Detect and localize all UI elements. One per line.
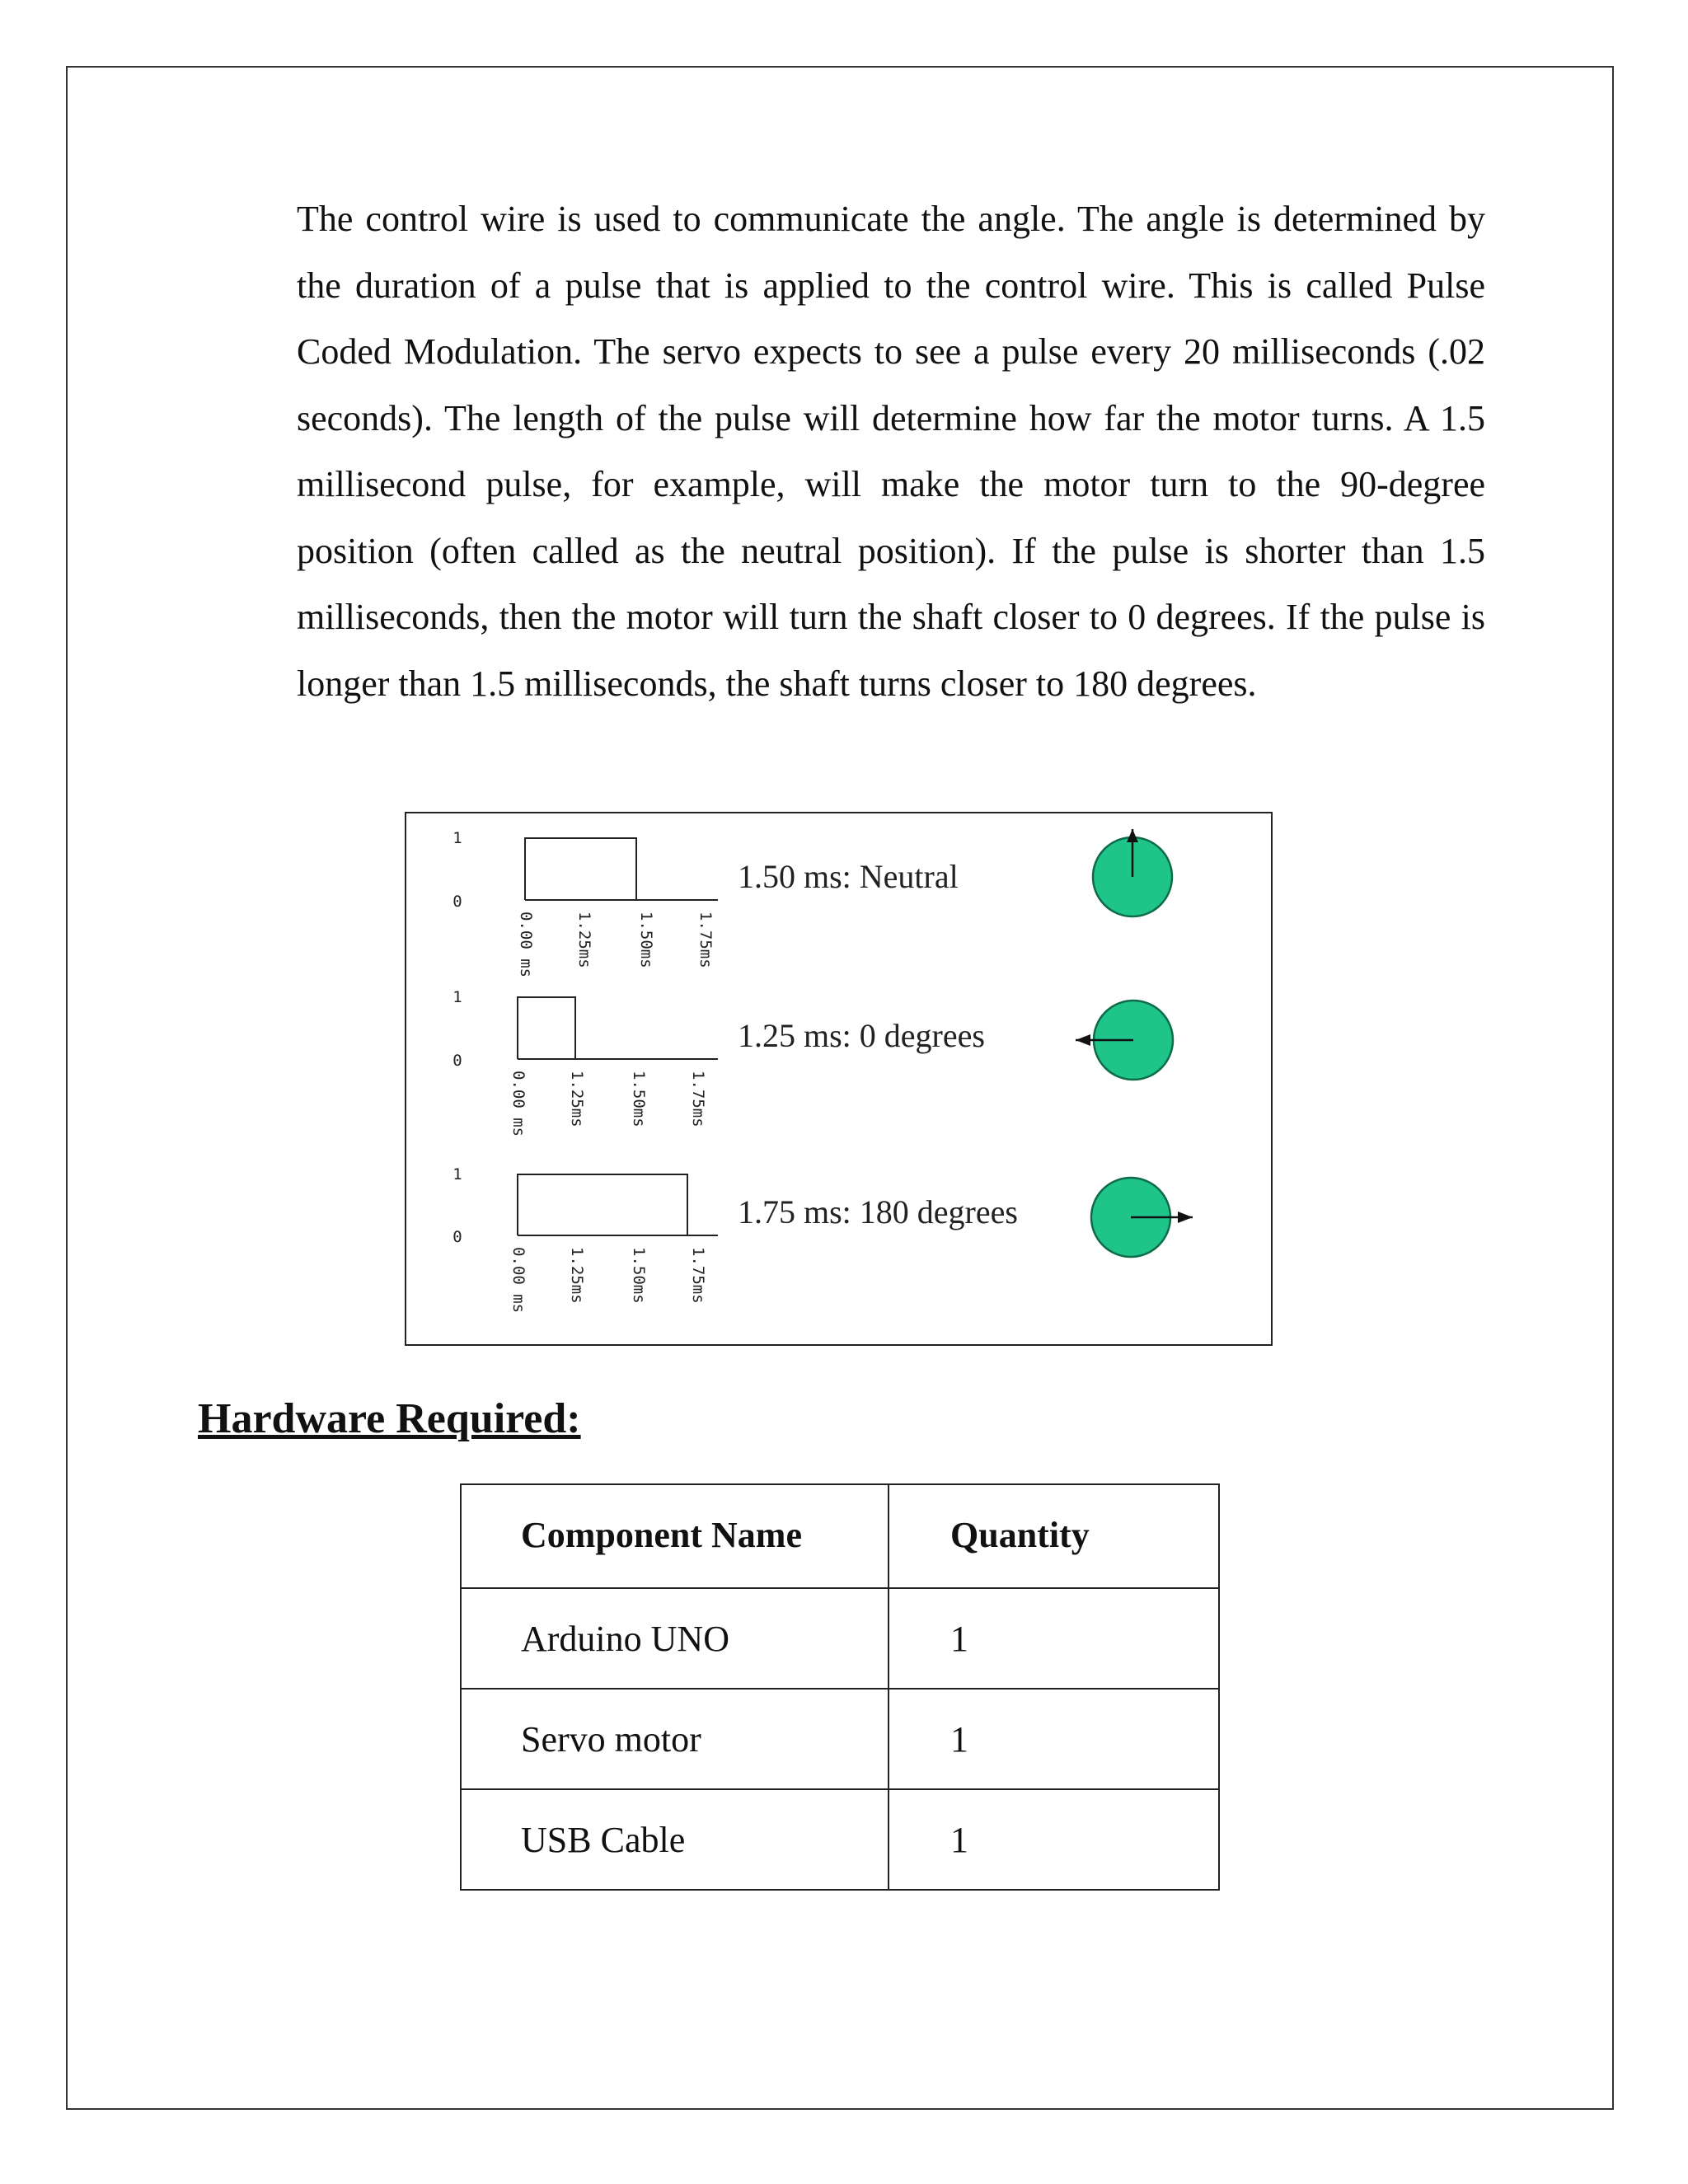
- time-tick-label: 1.50ms: [630, 1071, 648, 1127]
- pulse-waveform: [518, 997, 575, 1059]
- table-row: [461, 1789, 1219, 1890]
- level-high-label: 1: [452, 988, 462, 1006]
- time-tick-label: 1.75ms: [689, 1247, 707, 1304]
- time-tick-label: 1.50ms: [637, 912, 655, 968]
- pulse-panel: [452, 829, 1172, 977]
- column-header-component: Component Name: [461, 1484, 889, 1588]
- quantity-cell: 1: [889, 1588, 1219, 1689]
- time-tick-label: 1.75ms: [696, 912, 715, 968]
- component-name-cell: Arduino UNO: [461, 1588, 889, 1689]
- pulse-waveform: [518, 1174, 687, 1235]
- pwm-timing-diagram: [406, 813, 1274, 1347]
- pwm-timing-figure: [405, 812, 1273, 1346]
- level-low-label: 0: [452, 1052, 462, 1070]
- pulse-caption: 1.50 ms: Neutral: [738, 858, 959, 895]
- time-tick-label: 0.00 ms: [509, 1247, 528, 1314]
- time-tick-label: 0.00 ms: [517, 912, 535, 978]
- intro-paragraph: The control wire is used to communicate the angle. The angle is determined by the duration of a pulse that is applied to the control wire. This is called Pulse Coded Modulation. The servo expects to see a pulse every 20 milliseconds (.02 seconds). The length of the pulse will determine how far the motor turns. A 1.5 millisecond pulse, for example, will make the motor turn to the 90-degree position (often called as the neutral position). If the pulse is shorter than 1.5 milliseconds, then the motor will turn the shaft closer to 0 degrees. If the pulse is longer than 1.5 milliseconds, the shaft turns closer to 180 degrees.: [297, 199, 1485, 704]
- time-tick-label: 0.00 ms: [509, 1071, 528, 1137]
- table-row: [461, 1689, 1219, 1789]
- hardware-table: [460, 1483, 1220, 1891]
- level-high-label: 1: [452, 1165, 462, 1183]
- pulse-caption: 1.25 ms: 0 degrees: [738, 1017, 985, 1054]
- time-tick-label: 1.25ms: [568, 1071, 586, 1127]
- quantity-cell: 1: [889, 1789, 1219, 1890]
- pulse-panel: [452, 1165, 1193, 1313]
- arrow-right-icon: [1178, 1212, 1193, 1223]
- quantity-cell: 1: [889, 1689, 1219, 1789]
- pulse-panel: [452, 988, 1173, 1137]
- level-low-label: 0: [452, 1228, 462, 1246]
- level-high-label: 1: [452, 829, 462, 847]
- pulse-waveform: [525, 838, 636, 900]
- time-tick-label: 1.25ms: [575, 912, 593, 968]
- column-header-quantity: Quantity: [889, 1484, 1219, 1588]
- hardware-heading: Hardware Required:: [198, 1395, 581, 1442]
- time-tick-label: 1.50ms: [630, 1247, 648, 1304]
- component-name-cell: Servo motor: [461, 1689, 889, 1789]
- arrow-left-icon: [1076, 1034, 1090, 1046]
- pulse-caption: 1.75 ms: 180 degrees: [738, 1193, 1018, 1230]
- arrow-up-icon: [1127, 829, 1138, 842]
- component-name-cell: USB Cable: [461, 1789, 889, 1890]
- level-low-label: 0: [452, 893, 462, 911]
- table-row: [461, 1588, 1219, 1689]
- time-tick-label: 1.75ms: [689, 1071, 707, 1127]
- time-tick-label: 1.25ms: [568, 1247, 586, 1304]
- table-header-row: [461, 1484, 1219, 1588]
